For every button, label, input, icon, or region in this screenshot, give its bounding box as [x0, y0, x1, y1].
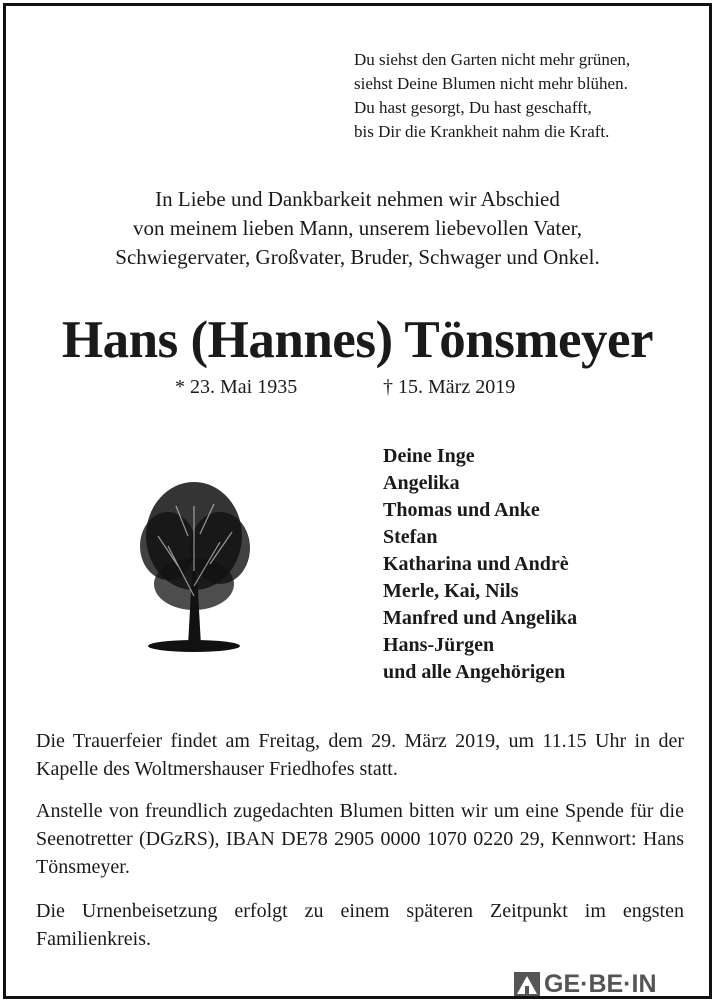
mourner: Deine Inge — [383, 445, 475, 467]
publisher-logo — [514, 970, 657, 998]
deceased-name: Hans (Hannes) Tönsmeyer — [61, 311, 654, 369]
mourner: Manfred und Angelika — [383, 607, 578, 629]
poem-line: Du siehst den Garten nicht mehr grünen, — [354, 50, 631, 69]
intro-text — [0, 185, 715, 272]
poem-line: bis Dir die Krankheit nahm die Kraft. — [354, 122, 610, 141]
donation-info: Anstelle von freundlich zugedachten Blumen bitten wir um eine Spende für die Seenotretter (DGzRS), IBAN DE78 2905 0000 1070 0220 29, Kennwort: Hans Tönsmeyer. — [36, 800, 684, 878]
poem — [354, 48, 630, 144]
intro-line: von meinem lieben Mann, unserem liebevollen Vater, — [133, 216, 582, 240]
mourners-list — [383, 443, 577, 686]
intro-line: In Liebe und Dankbarkeit nehmen wir Abschied — [155, 187, 560, 211]
mourner: Hans-Jürgen — [383, 634, 495, 656]
intro-line: Schwiegervater, Großvater, Bruder, Schwager und Onkel. — [115, 245, 600, 269]
birth-date: * 23. Mai 1935 — [175, 376, 298, 398]
mourner: Angelika — [383, 472, 460, 494]
poem-line: Du hast gesorgt, Du hast geschafft, — [354, 98, 592, 117]
mourner: und alle Angehörigen — [383, 661, 566, 683]
funeral-info: Die Trauerfeier findet am Freitag, dem 29. März 2019, um 11.15 Uhr in der Kapelle des Woltmershauser Friedhofes statt. — [36, 730, 684, 780]
tree-icon — [128, 476, 260, 656]
poem-line: siehst Deine Blumen nicht mehr blühen. — [354, 74, 628, 93]
mourner: Merle, Kai, Nils — [383, 580, 519, 602]
logo-text: GE·BE·IN — [544, 969, 657, 998]
mourner: Stefan — [383, 526, 438, 548]
mourner: Thomas und Anke — [383, 499, 540, 521]
building-icon — [514, 972, 540, 996]
death-date: † 15. März 2019 — [383, 376, 516, 398]
mourner: Katharina und Andrè — [383, 553, 569, 575]
urn-info: Die Urnenbeisetzung erfolgt zu einem späteren Zeitpunkt im engsten Familienkreis. — [36, 900, 684, 950]
